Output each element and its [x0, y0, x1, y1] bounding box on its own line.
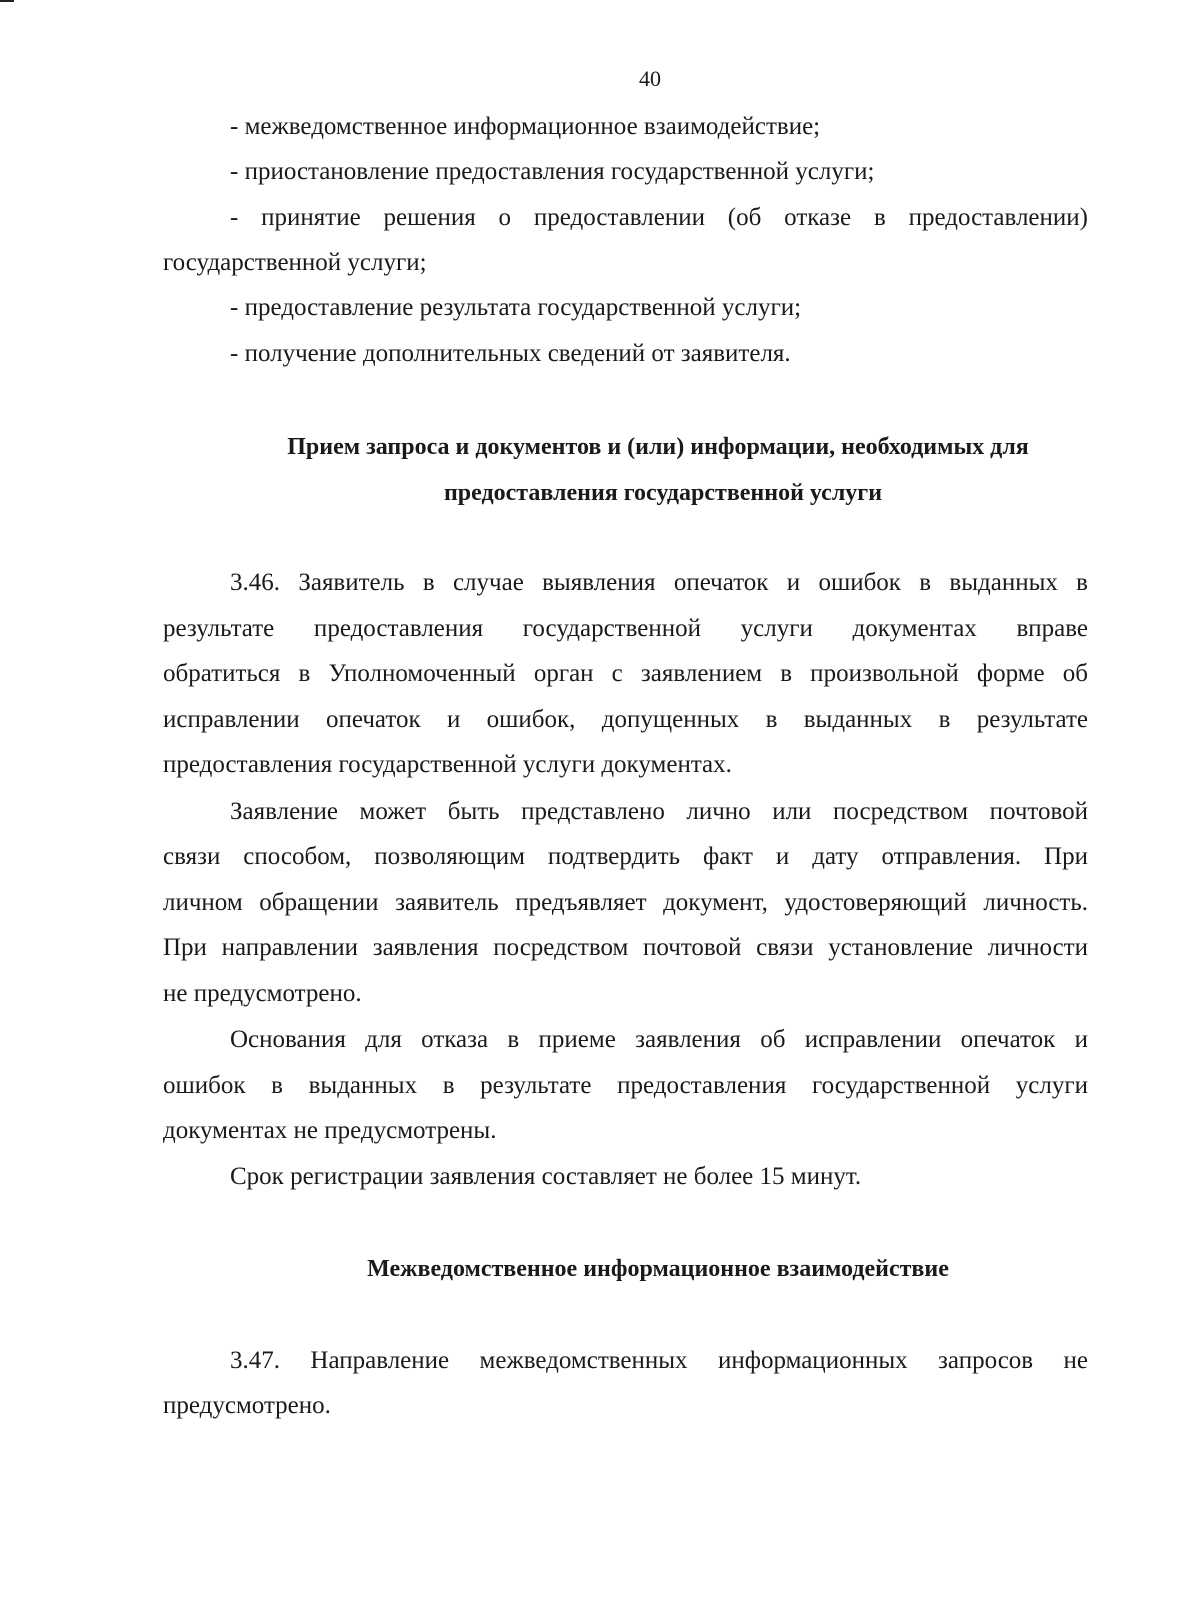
- paragraph-line: Основания для отказа в приеме заявления об исправлении опечаток и: [230, 1026, 1088, 1053]
- section-heading: Межведомственное информационное взаимодействие: [367, 1256, 949, 1282]
- paragraph-line: исправлении опечаток и ошибок, допущенных в выданных в результате: [163, 706, 1088, 733]
- list-item: - принятие решения о предоставлении (об отказе в предоставлении): [230, 204, 1088, 231]
- list-item: - приостановление предоставления государственной услуги;: [230, 158, 875, 185]
- list-item-continuation: государственной услуги;: [163, 249, 427, 276]
- paragraph-line: При направлении заявления посредством почтовой связи установление личности: [163, 934, 1088, 961]
- paragraph-line: ошибок в выданных в результате предоставления государственной услуги: [163, 1072, 1088, 1099]
- paragraph-line: предусмотрено.: [163, 1392, 331, 1419]
- section-heading: Прием запроса и документов и (или) информации, необходимых для: [287, 434, 1029, 460]
- list-item: - получение дополнительных сведений от заявителя.: [230, 340, 791, 367]
- paragraph-line: 3.46. Заявитель в случае выявления опечаток и ошибок в выданных в: [230, 569, 1088, 596]
- paragraph-line: обратиться в Уполномоченный орган с заявлением в произвольной форме об: [163, 660, 1088, 687]
- paragraph-line: документах не предусмотрены.: [163, 1117, 497, 1144]
- paragraph-line: 3.47. Направление межведомственных информационных запросов не: [230, 1347, 1088, 1374]
- list-item: - межведомственное информационное взаимодействие;: [230, 113, 821, 140]
- page-number: 40: [639, 66, 661, 91]
- paragraph-line: предоставления государственной услуги документах.: [163, 751, 732, 778]
- paragraph-line: личном обращении заявитель предъявляет документ, удостоверяющий личность.: [163, 889, 1088, 916]
- paragraph-line: Срок регистрации заявления составляет не более 15 минут.: [230, 1163, 862, 1190]
- paragraph-line: результате предоставления государственной услуги документах вправе: [163, 615, 1088, 642]
- paragraph-line: не предусмотрено.: [163, 980, 362, 1007]
- paragraph-line: Заявление может быть представлено лично или посредством почтовой: [230, 798, 1088, 825]
- paragraph-line: связи способом, позволяющим подтвердить факт и дату отправления. При: [163, 843, 1088, 870]
- scan-corner-mark: [0, 0, 14, 2]
- list-item: - предоставление результата государственной услуги;: [230, 294, 802, 321]
- section-heading: предоставления государственной услуги: [443, 480, 883, 506]
